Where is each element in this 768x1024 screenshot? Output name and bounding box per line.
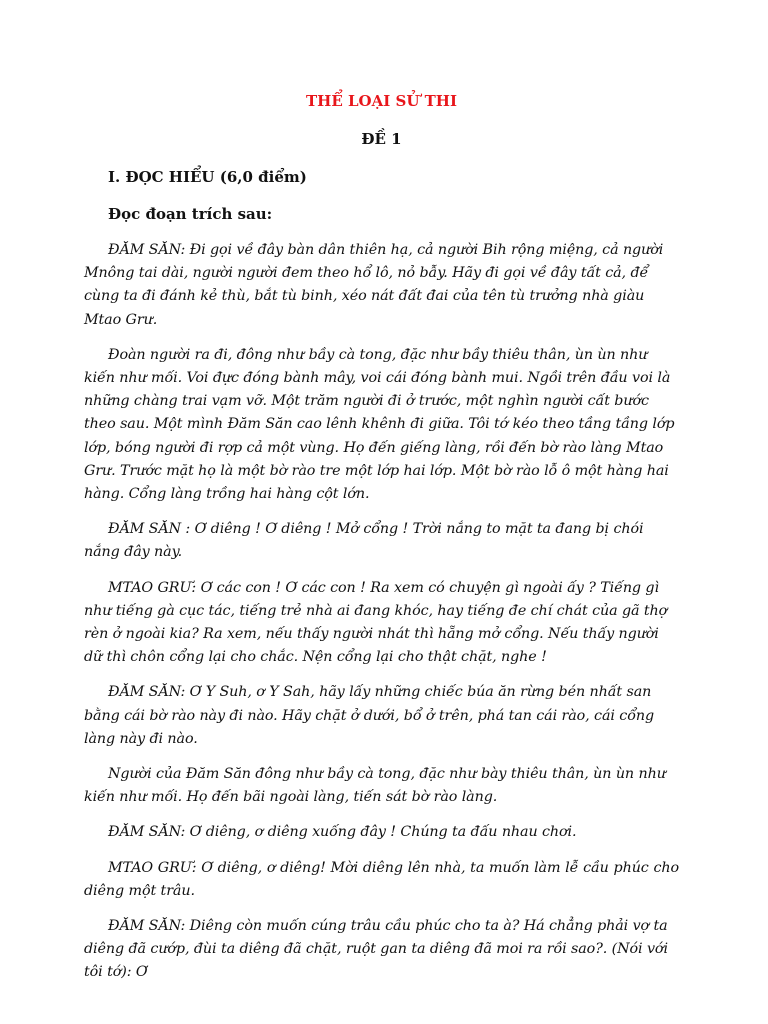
paragraph-9: ĐĂM SĂN: Diêng còn muốn cúng trâu cầu phúc cho ta à? Há chẳng phải vợ ta diêng đã cướp, đùi ta diêng đã chặt, ruột gan ta diêng đã moi ra rồi sao?. (Nói với tôi tớ): Ơ [84, 918, 668, 981]
paragraph-2: Đoàn người ra đi, đông như bầy cà tong, đặc như bầy thiêu thân, ùn ùn như kiến như mối. Voi đực đóng bành mây, voi cái đóng bành mui. Ngồi trên đầu voi là những chàng trai vạm vỡ. Một trăm người đi ở trước, một nghìn người cất bước theo sau. Một mình Đăm Săn cao lênh khênh đi giữa. Tôi tớ kéo theo tầng tầng lớp lớp, bóng người đi rợp cả một vùng. Họ đến giếng làng, rồi đến bờ rào làng Mtao Grư. Trước mặt họ là một bờ rào tre một lớp hai lớp. Một bờ rào lỗ ô một hàng hai hàng. Cổng làng trồng hai hàng cột lớn. [84, 346, 675, 503]
instruction-text: Đọc đoạn trích sau: [108, 205, 273, 223]
paragraph-5: ĐĂM SĂN: Ơ Y Suh, ơ Y Sah, hãy lấy những chiếc búa ăn rừng bén nhất san bằng cái bờ rào này đi nào. Hãy chặt ở dưới, bổ ở trên, phá tan cái rào, cái cổng làng này đi nào. [84, 684, 655, 747]
document-title: THỂ LOẠI SỬ THI [306, 92, 457, 110]
paragraph-6: Người của Đăm Săn đông như bầy cà tong, đặc như bày thiêu thân, ùn ùn như kiến như mối. Họ đến bãi ngoài làng, tiến sát bờ rào làng. [84, 766, 666, 806]
section-heading: I. ĐỌC HIỂU (6,0 điểm) [108, 168, 307, 186]
paragraph-7: ĐĂM SĂN: Ơ diêng, ơ diêng xuống đây ! Chúng ta đấu nhau chơi. [108, 824, 577, 841]
paragraph-8: MTAO GRƯ: Ơ diêng, ơ diêng! Mời diêng lên nhà, ta muốn làm lễ cầu phúc cho diêng một trâu. [84, 859, 679, 899]
document-body [84, 90, 679, 997]
paragraph-3: ĐĂM SĂN : Ơ diêng ! Ơ diêng ! Mở cổng ! Trời nắng to mặt ta đang bị chói nắng đây này. [84, 521, 644, 561]
paragraph-1: ĐĂM SĂN: Đi gọi về đây bàn dân thiên hạ, cả người Bih rộng miệng, cả người Mnông tai dài, người người đem theo hổ lô, nỏ bẫy. Hãy đi gọi về đây tất cả, để cùng ta đi đánh kẻ thù, bắt tù binh, xéo nát đất đai của tên tù trưởng nhà giàu Mtao Grư. [84, 242, 664, 328]
exam-label: ĐỀ 1 [361, 130, 402, 148]
paragraph-4: MTAO GRƯ: Ơ các con ! Ơ các con ! Ra xem có chuyện gì ngoài ấy ? Tiếng gì như tiếng gà cục tác, tiếng trẻ nhà ai đang khóc, hay tiếng đe chí chát của gã thợ rèn ở ngoài kia? Ra xem, nếu thấy người nhát thì hẵng mở cổng. Nếu thấy người dữ thì chôn cổng lại cho chắc. Nện cổng lại cho thật chặt, nghe ! [84, 579, 668, 666]
